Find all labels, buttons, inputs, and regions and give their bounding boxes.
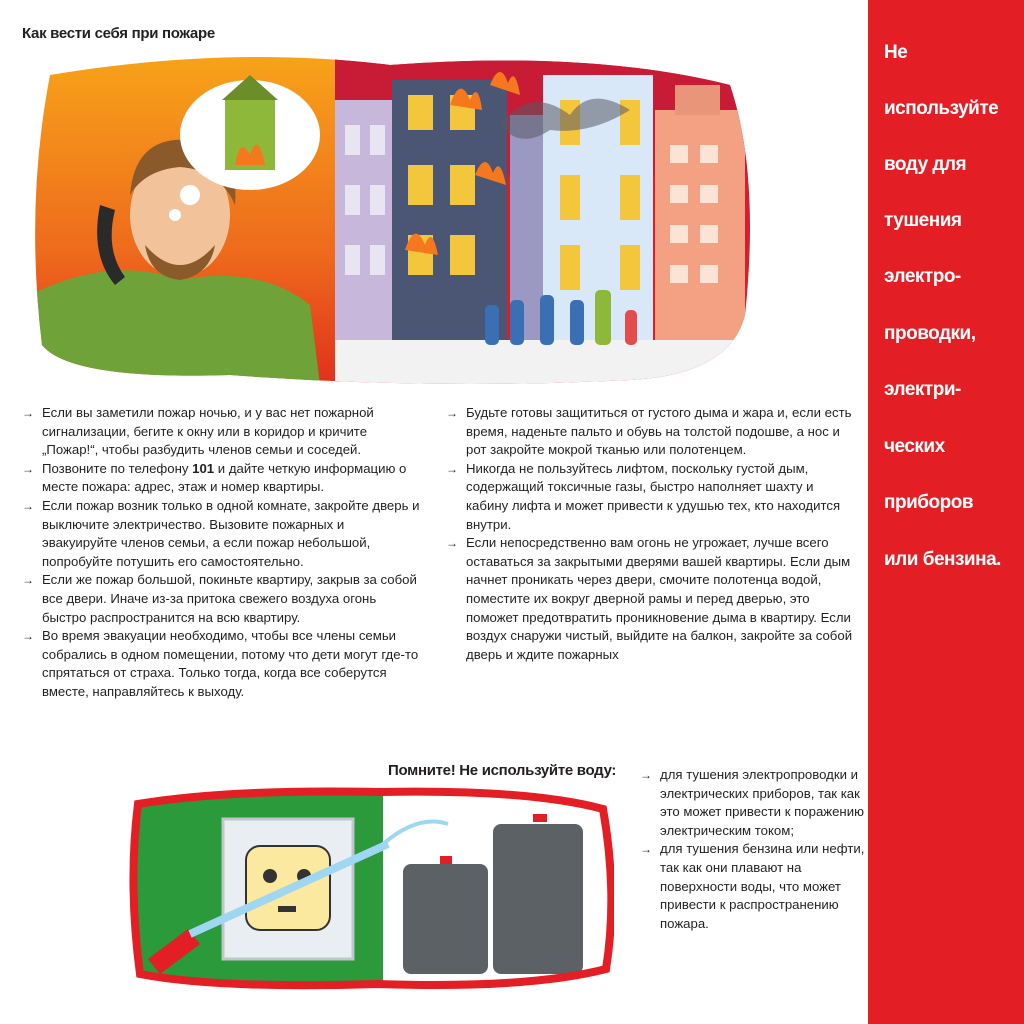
list-item: → Никогда не пользуйтесь лифтом, поскольку густой дым, содержащий токсичные газы, быстро наполняет шахту и кабину лифта и может привести к удушью тех, кто находится внутри. — [446, 460, 841, 532]
hero-illustration — [30, 55, 754, 385]
sidebar-text-line: приборов — [884, 492, 973, 513]
sidebar-text-line: проводки, — [884, 323, 976, 344]
right-column — [446, 404, 856, 664]
arrow-icon: → — [640, 842, 652, 857]
red-sidebar — [868, 0, 1024, 1024]
sidebar-text-line: или бензина. — [884, 549, 1001, 570]
list-item: → Если непосредственно вам огонь не угрожает, лучше всего оставаться за закрытыми дверями вашей квартиры. Если дым начнет проникать через двери, смочите полотенца водой, поместите их вокруг дверной рамы и перед дверью, это поможет предотвратить проникновение дыма в квартиру. Если воздух снаружи чистый, выйдите на балкон, закройте за собой дверь и ждите пожарных — [446, 535, 853, 662]
arrow-icon: → — [22, 629, 34, 644]
sidebar-text-line: тушения — [884, 210, 962, 231]
remember-heading: Помните! Не используйте воду: — [388, 762, 617, 779]
sidebar-text-line: используйте — [884, 98, 999, 119]
sidebar-text-line: электри- — [884, 379, 961, 400]
arrow-icon: → — [446, 536, 458, 551]
arrow-icon: → — [22, 406, 34, 420]
arrow-icon: → — [640, 768, 652, 782]
list-item: → Будьте готовы защититься от густого дыма и жара и, если есть время, наденьте пальто и обувь на толстой подошве, а нос и рот закройте мокрой тканью или полотенцем. — [446, 405, 852, 458]
list-item: → Позвоните по телефону 101 и дайте четкую информацию о месте пожара: адрес, этаж и номер квартиры. — [22, 460, 407, 495]
list-item: → для тушения бензина или нефти, так как они плавают на поверхности воды, что может привести к распространению пожара. — [640, 841, 865, 931]
arrow-icon: → — [446, 461, 458, 476]
sidebar-text-line: Не — [884, 42, 908, 63]
left-column — [22, 404, 422, 702]
list-item: → Во время эвакуации необходимо, чтобы все члены семьи собрались в одном помещении, потому что дети могут где-то спрятаться от страха. Только тогда, когда все соберутся вместе, направляйтесь к выходу. — [22, 628, 419, 699]
list-item: → для тушения электропроводки и электрических приборов, так как это может привести к поражению электрическим током; — [640, 767, 864, 838]
arrow-icon: → — [22, 498, 34, 513]
arrow-icon: → — [22, 573, 34, 588]
sidebar-text-line: ческих — [884, 436, 945, 457]
sidebar-text-line: воду для — [884, 154, 967, 175]
water-warning-illustration — [128, 784, 614, 994]
arrow-icon: → — [446, 406, 458, 420]
list-item: → Если вы заметили пожар ночью, и у вас нет пожарной сигнализации, бегите к окну или в коридор и кричите „Пожар!“, чтобы разбудить членов семьи и соседей. — [22, 405, 374, 458]
list-item: → Если пожар возник только в одной комнате, закройте дверь и выключите электричество. Вызовите пожарных и эвакуируйте членов семьи, а если пожар небольшой, попробуйте потушить его самостоятельно. — [22, 497, 420, 569]
list-item: → Если же пожар большой, покиньте квартиру, закрыв за собой все двери. Иначе из-за притока свежего воздуха огонь быстро распространится на всю квартиру. — [22, 572, 417, 625]
bottom-list — [640, 766, 865, 933]
sidebar-text-line: электро- — [884, 266, 961, 287]
arrow-icon: → — [22, 461, 34, 476]
page-title: Как вести себя при пожаре — [22, 25, 215, 42]
phone-number: 101 — [192, 460, 215, 476]
